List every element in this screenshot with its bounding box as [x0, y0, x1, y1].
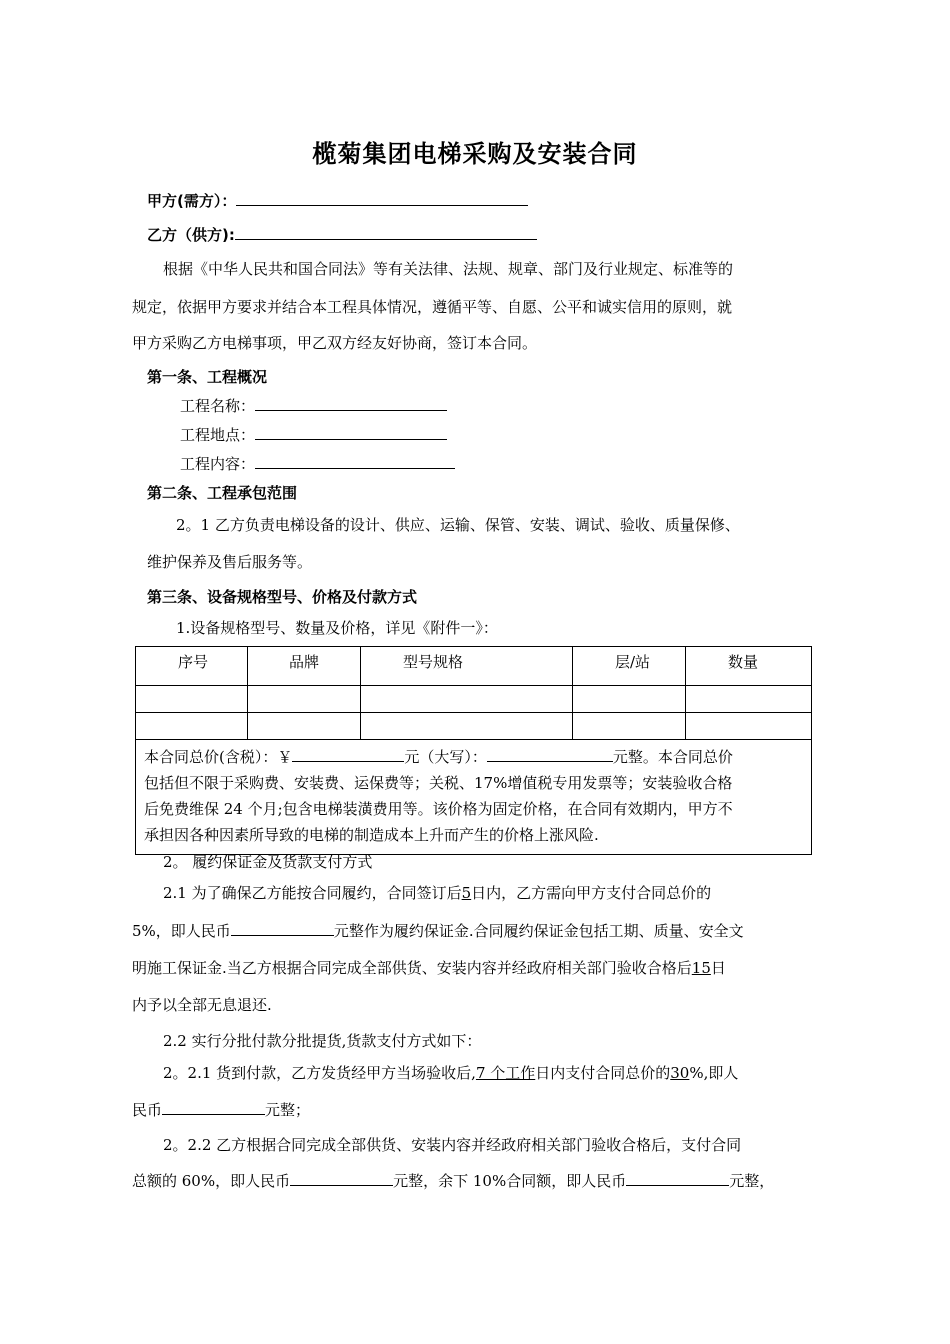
table-row	[136, 713, 812, 740]
table-cell[interactable]	[573, 686, 686, 713]
table-cell[interactable]	[248, 713, 361, 740]
section-2-heading: 2。 履约保证金及货款支付方式	[163, 853, 373, 871]
p21-text-c2: 元整作为履约保证金.合同履约保证金包括工期、质量、安全文	[333, 922, 744, 940]
p221-days: 7 个工作	[475, 1064, 536, 1082]
p221-line-2	[132, 1099, 310, 1120]
table-cell[interactable]	[361, 713, 573, 740]
document-title: 榄菊集团电梯采购及安装合同	[312, 140, 638, 168]
project-content-label: 工程内容：	[180, 455, 256, 473]
p221-amount-blank[interactable]	[162, 1100, 265, 1115]
p221-text-d2: 元整；	[265, 1101, 311, 1119]
price-line-2: 包括但不限于采购费、安装费、运保费等；关税、17%增值税专用发票等；安装验收合格	[144, 774, 733, 792]
article-1-heading: 第一条、工程概况	[147, 368, 268, 386]
project-name-blank[interactable]	[255, 396, 447, 411]
p221-text-c: %,即人	[689, 1064, 739, 1082]
header-quantity: 数量	[686, 647, 812, 686]
price-line-4: 承担因各种因素所导致的电梯的制造成本上升而产生的价格上涨风险.	[144, 826, 599, 844]
article-3-sub1: 1.设备规格型号、数量及价格，详见《附件一》：	[176, 619, 498, 637]
intro-line-1: 根据《中华人民共和国合同法》等有关法律、法规、规章、部门及行业规定、标准等的	[163, 260, 734, 278]
party-a-line	[147, 190, 528, 211]
price-line-1	[144, 744, 803, 770]
article-2-heading: 第二条、工程承包范围	[147, 484, 298, 502]
p221-line-1	[163, 1062, 738, 1083]
table-cell[interactable]	[136, 686, 248, 713]
p21-line-4: 内予以全部无息退还.	[132, 996, 272, 1014]
header-floors: 层/站	[573, 647, 686, 686]
price-line-3: 后免费维保 24 个月;包含电梯装潢费用等。该价格为固定价格，在合同有效期内，甲方不	[144, 800, 733, 818]
article-3-heading: 第三条、设备规格型号、价格及付款方式	[147, 588, 418, 606]
price-note-row	[136, 740, 812, 855]
party-b-line	[147, 224, 537, 245]
party-a-blank[interactable]	[236, 191, 528, 206]
deposit-amount-blank[interactable]	[231, 921, 334, 936]
project-content-line	[180, 453, 455, 474]
table-cell[interactable]	[136, 713, 248, 740]
p21-refund-days: 15	[691, 959, 711, 977]
p21-line-2	[132, 920, 744, 941]
p21-days: 5	[461, 884, 472, 902]
intro-line-3: 甲方采购乙方电梯事项，甲乙双方经友好协商，签订本合同。	[132, 334, 538, 352]
price-prefix: 本合同总价(含税）：￥	[144, 748, 293, 766]
p221-text-b: 日内支付合同总价的	[535, 1064, 671, 1082]
p222-text-b3: 元整，	[729, 1172, 775, 1190]
price-note-cell	[136, 740, 812, 855]
p21-line-3	[132, 957, 726, 978]
table-cell[interactable]	[361, 686, 573, 713]
p222-text-b2: 元整，余下 10%合同额，即人民币	[393, 1172, 627, 1190]
project-location-blank[interactable]	[255, 425, 447, 440]
table-row	[136, 686, 812, 713]
p222-amount-blank-2[interactable]	[626, 1171, 729, 1186]
p221-text-a: 2。2.1 货到付款，乙方发货经甲方当场验收后,	[163, 1064, 476, 1082]
price-words-blank[interactable]	[487, 747, 613, 762]
article-2-line-2: 维护保养及售后服务等。	[147, 553, 313, 571]
header-brand: 品牌	[248, 647, 361, 686]
table-header-row	[136, 647, 812, 686]
p221-text-d1: 民币	[132, 1101, 163, 1119]
party-b-label: 乙方（供方):	[147, 226, 235, 244]
equipment-spec-table	[135, 646, 812, 855]
project-location-label: 工程地点：	[180, 426, 256, 444]
p222-amount-blank-1[interactable]	[290, 1171, 393, 1186]
price-suffix: 元整。本合同总价	[612, 748, 733, 766]
p222-line-2	[132, 1170, 774, 1191]
table-cell[interactable]	[573, 713, 686, 740]
p22-line: 2.2 实行分批付款分批提货,货款支付方式如下：	[163, 1032, 482, 1050]
party-a-label: 甲方(需方）：	[147, 192, 237, 210]
p21-text-a: 2.1 为了确保乙方能按合同履约，合同签订后	[163, 884, 462, 902]
p21-line-1	[163, 882, 711, 903]
p21-text-d1: 明施工保证金.当乙方根据合同完成全部供货、安装内容并经政府相关部门验收合格后	[132, 959, 692, 977]
table-cell[interactable]	[686, 713, 812, 740]
p21-text-c1: 5%，即人民币	[132, 922, 231, 940]
project-content-blank[interactable]	[255, 454, 455, 469]
table-cell[interactable]	[248, 686, 361, 713]
p221-percent: 30	[670, 1064, 690, 1082]
p21-text-b: 日内，乙方需向甲方支付合同总价的	[471, 884, 712, 902]
table-cell[interactable]	[686, 686, 812, 713]
p222-line-1: 2。2.2 乙方根据合同完成全部供货、安装内容并经政府相关部门验收合格后，支付合同	[163, 1136, 742, 1154]
project-name-line	[180, 395, 447, 416]
project-location-line	[180, 424, 447, 445]
project-name-label: 工程名称：	[180, 397, 256, 415]
header-model: 型号规格	[361, 647, 573, 686]
p21-text-d2: 日	[710, 959, 726, 977]
article-2-line-1: 2。1 乙方负责电梯设备的设计、供应、运输、保管、安装、调试、验收、质量保修、	[176, 516, 740, 534]
price-number-blank[interactable]	[292, 747, 404, 762]
intro-line-2: 规定，依据甲方要求并结合本工程具体情况，遵循平等、自愿、公平和诚实信用的原则，就	[132, 298, 733, 316]
price-mid: 元（大写）：	[404, 748, 487, 766]
header-serial: 序号	[136, 647, 248, 686]
party-b-blank[interactable]	[235, 225, 537, 240]
p222-text-b1: 总额的 60%，即人民币	[132, 1172, 291, 1190]
